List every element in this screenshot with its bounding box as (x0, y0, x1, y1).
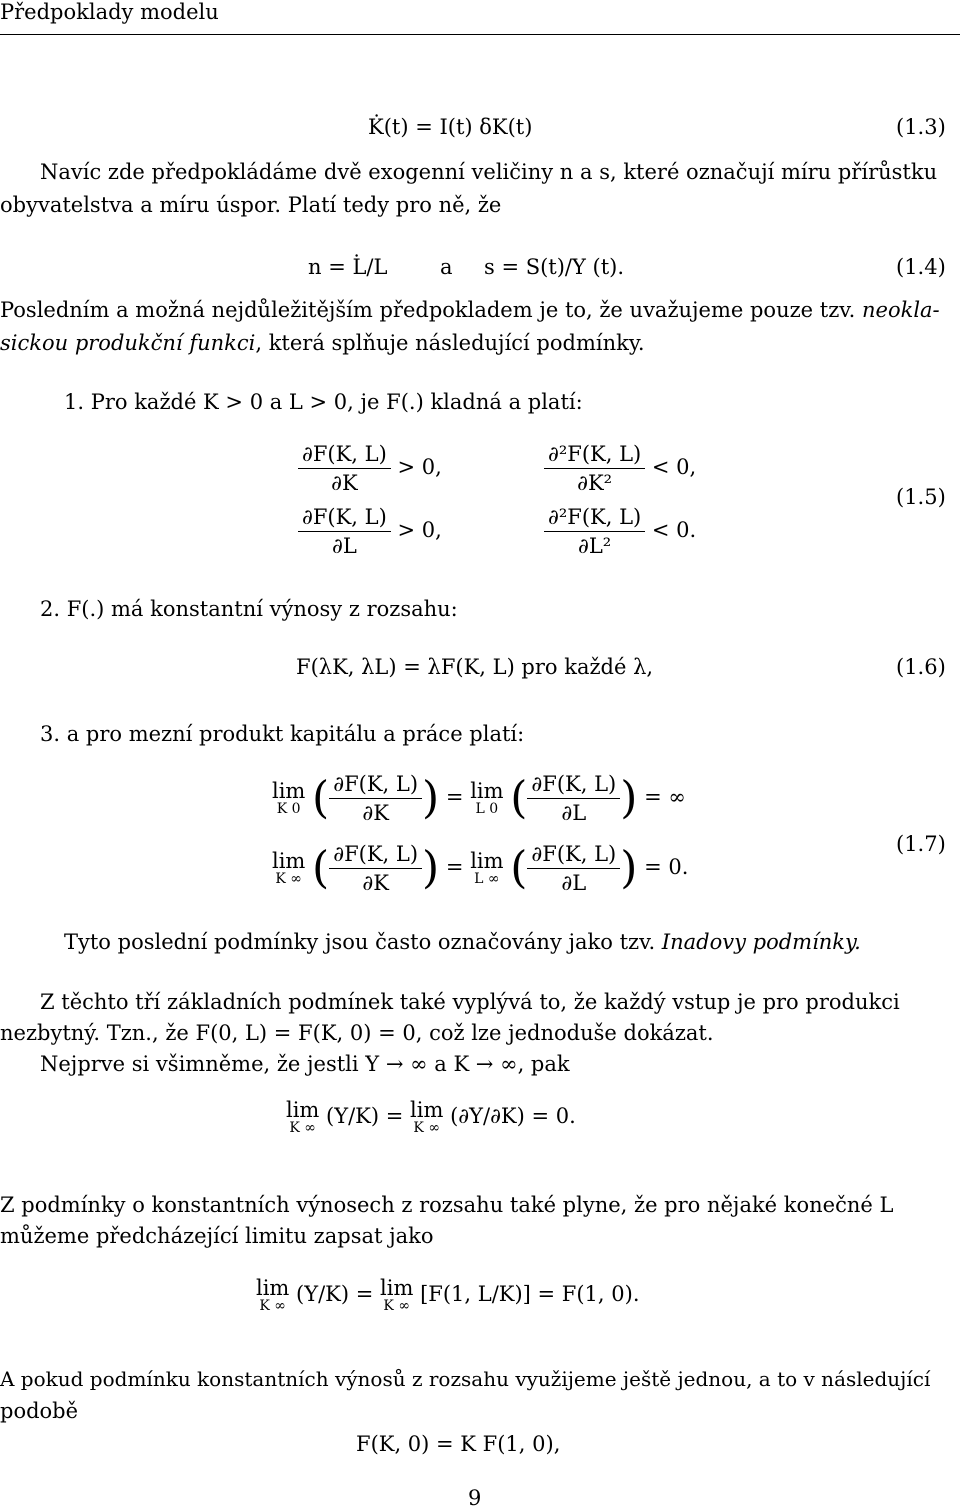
equation-number-1-4: (1.4) (896, 255, 946, 279)
lim-word: lim (380, 1276, 414, 1300)
paragraph-line: obyvatelstva a míru úspor. Platí tedy pro ně, že (0, 193, 502, 217)
list-item-3: 3. a pro mezní produkt kapitálu a práce platí: (40, 722, 525, 746)
fraction (544, 442, 645, 495)
limit (380, 1278, 413, 1313)
equation-number-1-5: (1.5) (896, 485, 946, 509)
equation-1-5-row2-b (544, 505, 696, 558)
lim-word: lim (272, 849, 306, 874)
equals: = (445, 785, 464, 810)
paragraph-line: A pokud podmínku konstantních výnosů z rozsahu využijeme ještě jednou, a to v následující (0, 1367, 931, 1391)
fraction (329, 772, 422, 825)
lim-subscript: L 0 (475, 801, 499, 818)
equation-1-7-row1 (272, 772, 686, 825)
lim-subscript: L ∞ (474, 871, 500, 888)
fraction (544, 505, 645, 558)
equation-1-3: K̇(t) = I(t) δK(t) (368, 115, 533, 139)
fraction (298, 505, 391, 558)
lim-subscript: K ∞ (383, 1298, 410, 1314)
denominator: ∂K (331, 471, 358, 496)
paren: ( (510, 842, 528, 894)
lim-word: lim (286, 1098, 320, 1122)
paren: ( (312, 772, 330, 824)
lim-subscript: K 0 (276, 801, 301, 818)
limit-equation-2 (256, 1278, 640, 1313)
relation: < 0. (651, 518, 697, 543)
equation-1-7-row2 (272, 842, 688, 895)
page-number: 9 (468, 1486, 482, 1510)
lim-subscript: K ∞ (259, 1298, 286, 1314)
equation-number-1-7: (1.7) (896, 832, 946, 856)
lim-word: lim (470, 849, 504, 874)
paragraph-line: nezbytný. Tzn., že F(0, L) = F(K, 0) = 0, což lze jednoduše dokázat. (0, 1021, 714, 1045)
limit (272, 781, 305, 816)
lim-word: lim (470, 779, 504, 804)
numerator: ∂F(K, L) (329, 772, 422, 799)
text: Tyto poslední podmínky jsou často označovány jako tzv. (64, 930, 662, 954)
denominator: ∂K (362, 871, 389, 896)
denominator: ∂L² (577, 534, 612, 559)
lim-word: lim (272, 779, 306, 804)
lim-subscript: K ∞ (275, 871, 302, 888)
numerator: ∂F(K, L) (527, 772, 620, 799)
denominator: ∂L (561, 871, 587, 896)
paren: ) (620, 772, 638, 824)
emphasis: sickou produkční funkci (0, 331, 256, 355)
paren: ( (312, 842, 330, 894)
equation-1-5-row1-a (298, 442, 442, 495)
numerator: ∂²F(K, L) (544, 505, 645, 532)
relation: > 0, (397, 455, 442, 480)
limit (256, 1278, 289, 1313)
denominator: ∂K² (577, 471, 613, 496)
paren: ) (620, 842, 638, 894)
paragraph-line: můžeme předcházející limitu zapsat jako (0, 1224, 434, 1248)
limit (272, 851, 305, 886)
expr: [F(1, L/K)] = F(1, 0). (420, 1282, 640, 1306)
paragraph-line (0, 331, 645, 355)
equation-1-5-row2-a (298, 505, 442, 558)
lim-word: lim (410, 1098, 444, 1122)
header-rule (0, 34, 960, 35)
numerator: ∂F(K, L) (298, 505, 391, 532)
limit-equation-1 (286, 1100, 576, 1135)
paragraph-line: Navíc zde předpokládáme dvě exogenní veličiny n a s, které označují míru přírůstku (40, 160, 938, 184)
expr: (∂Y/∂K) = 0. (450, 1104, 576, 1128)
equation-number-1-6: (1.6) (896, 655, 946, 679)
limit (410, 1100, 443, 1135)
lim-subscript: K ∞ (413, 1120, 440, 1136)
denominator: ∂L (332, 534, 357, 559)
fraction (527, 772, 620, 825)
emphasis: Inadovy podmínky. (661, 930, 861, 954)
limit (470, 781, 503, 816)
equation-1-4-and: a (440, 255, 453, 279)
equation-1-6: F(λK, λL) = λF(K, L) pro každé λ, (296, 655, 654, 679)
numerator: ∂F(K, L) (329, 842, 422, 869)
equation-1-5-row1-b (544, 442, 696, 495)
numerator: ∂²F(K, L) (544, 442, 645, 469)
paragraph-line (0, 298, 940, 322)
text: , která splňuje následující podmínky. (255, 331, 645, 355)
limit (286, 1100, 319, 1135)
inada-note (64, 930, 861, 954)
denominator: ∂L (561, 801, 587, 826)
equation-1-4-right: s = S(t)/Y (t). (484, 255, 625, 279)
lim-subscript: K ∞ (289, 1120, 316, 1136)
denominator: ∂K (362, 801, 389, 826)
rhs: = 0. (644, 855, 689, 880)
paragraph-line: Nejprve si všimněme, že jestli Y → ∞ a K → ∞, pak (40, 1052, 570, 1076)
text: Posledním a možná nejdůležitějším předpokladem je to, že uvažujeme pouze tzv. (0, 298, 862, 322)
paragraph-line: Z podmínky o konstantních výnosech z rozsahu také plyne, že pro nějaké konečné L (0, 1193, 894, 1217)
paren: ) (422, 772, 440, 824)
equation-last: F(K, 0) = K F(1, 0), (356, 1432, 561, 1456)
relation: > 0, (397, 518, 442, 543)
lim-word: lim (256, 1276, 290, 1300)
expr: (Y/K) = (296, 1282, 374, 1306)
expr: (Y/K) = (326, 1104, 404, 1128)
fraction (329, 842, 422, 895)
equals: = (445, 855, 464, 880)
equation-1-4-left: n = L̇/L (308, 255, 388, 279)
emphasis: neokla- (862, 298, 940, 322)
list-item-1: 1. Pro každé K > 0 a L > 0, je F(.) kladná a platí: (64, 390, 583, 414)
fraction (527, 842, 620, 895)
numerator: ∂F(K, L) (527, 842, 620, 869)
equation-number-1-3: (1.3) (896, 115, 946, 139)
relation: < 0, (651, 455, 697, 480)
numerator: ∂F(K, L) (298, 442, 391, 469)
paragraph-line: Z těchto tří základních podmínek také vyplývá to, že každý vstup je pro produkci (40, 990, 900, 1014)
fraction (298, 442, 391, 495)
running-header: Předpoklady modelu (0, 0, 219, 24)
rhs: = ∞ (644, 785, 686, 810)
paren: ) (422, 842, 440, 894)
paragraph-line: podobě (0, 1399, 79, 1423)
paren: ( (510, 772, 528, 824)
list-item-2: 2. F(.) má konstantní výnosy z rozsahu: (40, 597, 458, 621)
limit (470, 851, 503, 886)
